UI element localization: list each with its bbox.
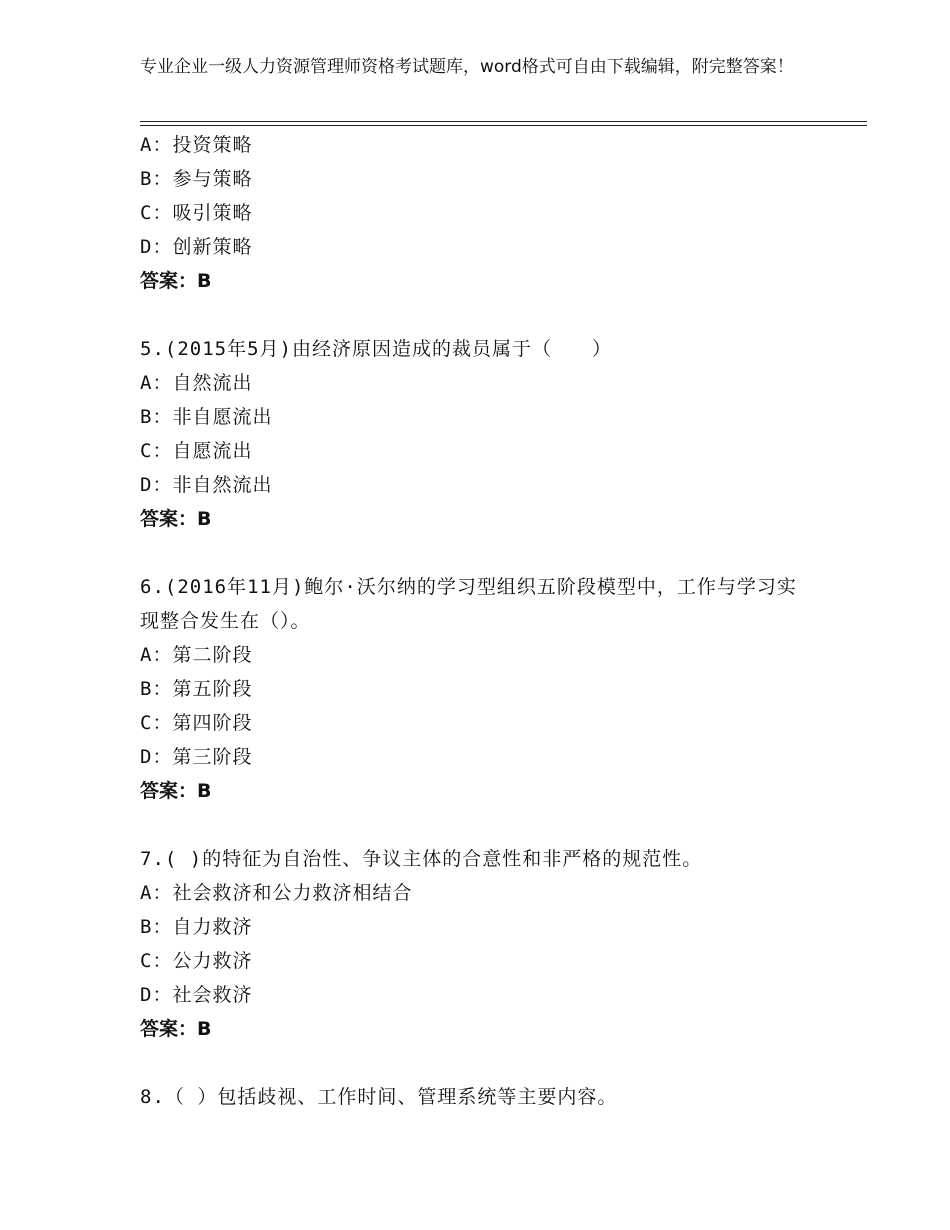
option-d: D：非自然流出 <box>140 474 273 496</box>
option-d: D：社会救济 <box>140 984 253 1006</box>
question-5 <box>140 332 840 536</box>
option-c: C：第四阶段 <box>140 712 253 734</box>
option-a: A：自然流出 <box>140 372 253 394</box>
option-b: B：自力救济 <box>140 916 253 938</box>
document-header: 专业企业一级人力资源管理师资格考试题库，word格式可自由下载编辑，附完整答案！ <box>140 57 794 77</box>
option-b: B：参与策略 <box>140 168 253 190</box>
option-b: B：非自愿流出 <box>140 406 273 428</box>
answer: 答案：B <box>140 270 212 292</box>
question-list <box>140 128 840 1114</box>
option-c: C：自愿流出 <box>140 440 253 462</box>
question-6 <box>140 570 840 808</box>
answer: 答案：B <box>140 780 212 802</box>
header-rule-top <box>140 121 867 122</box>
question-stem: 8.（ ）包括歧视、工作时间、管理系统等主要内容。 <box>140 1086 618 1108</box>
question-7 <box>140 842 840 1046</box>
question-stem: 6.(2016年11月)鲍尔·沃尔纳的学习型组织五阶段模型中，工作与学习实现整合发生在（）。 <box>140 576 797 632</box>
question-4 <box>140 128 840 298</box>
answer: 答案：B <box>140 1018 212 1040</box>
option-a: A：第二阶段 <box>140 644 253 666</box>
answer: 答案：B <box>140 508 212 530</box>
option-d: D：第三阶段 <box>140 746 253 768</box>
question-stem: 5.(2015年5月)由经济原因造成的裁员属于（ ） <box>140 338 612 360</box>
question-stem: 7.( )的特征为自治性、争议主体的合意性和非严格的规范性。 <box>140 848 703 870</box>
option-c: C：公力救济 <box>140 950 253 972</box>
option-b: B：第五阶段 <box>140 678 253 700</box>
option-c: C：吸引策略 <box>140 202 253 224</box>
option-a: A：投资策略 <box>140 134 253 156</box>
option-a: A：社会救济和公力救济相结合 <box>140 882 413 904</box>
question-8 <box>140 1080 840 1114</box>
option-d: D：创新策略 <box>140 236 253 258</box>
header-rule-bottom <box>140 125 867 126</box>
